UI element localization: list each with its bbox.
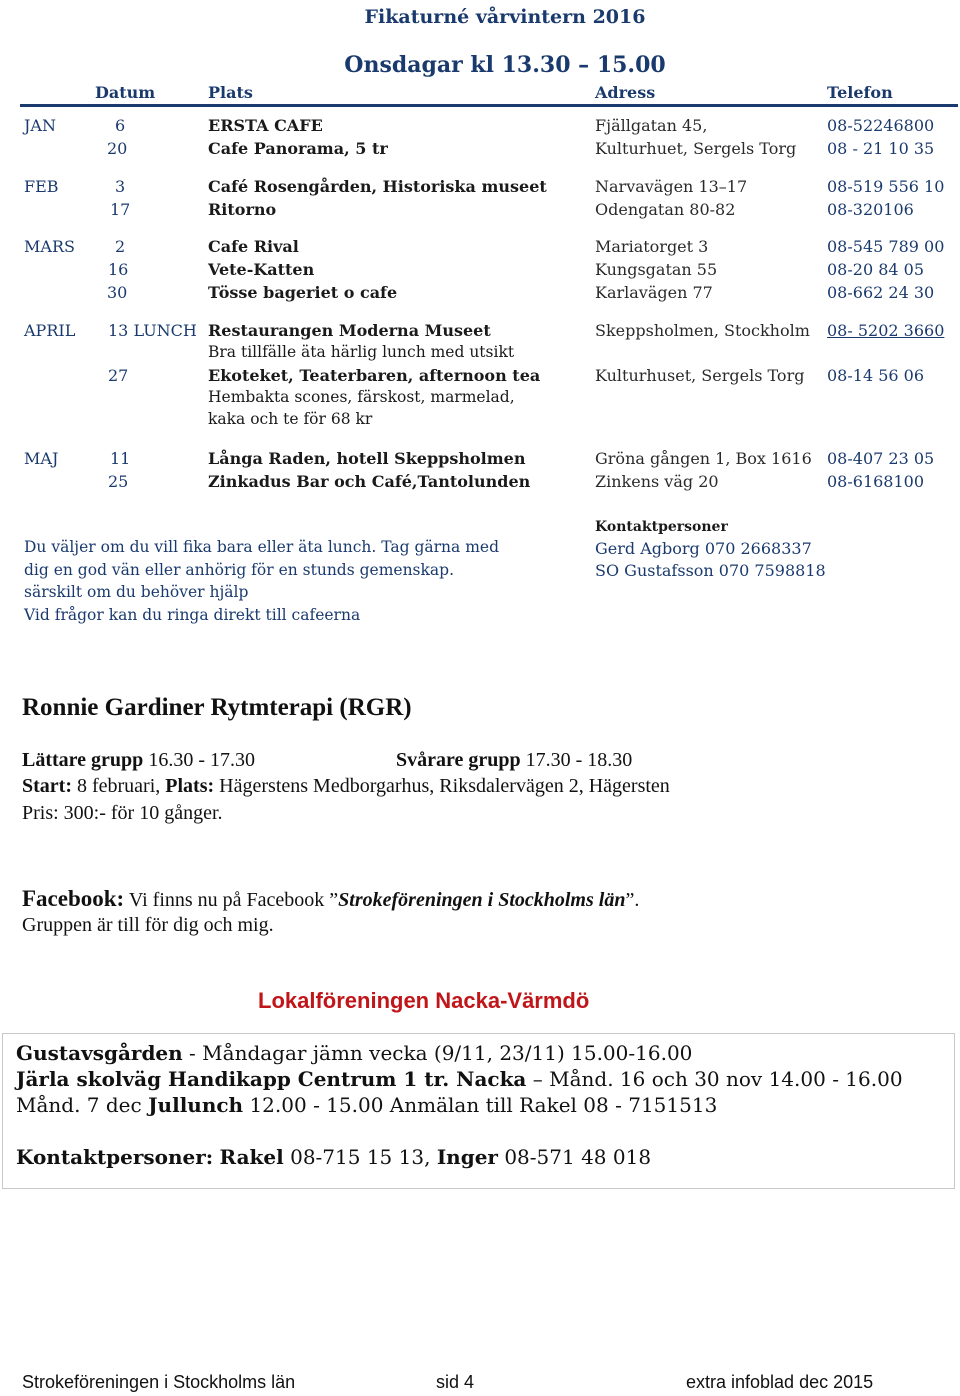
- rgr-title: Ronnie Gardiner Rytmterapi (RGR): [22, 694, 412, 721]
- month-maj: MAJ: [24, 449, 59, 468]
- address: Fjällgatan 45,: [595, 116, 708, 135]
- header-rule: [20, 104, 958, 107]
- day: 30: [107, 283, 128, 302]
- hard-label: Svårare grupp: [396, 749, 521, 771]
- contacts-heading: Kontaktpersoner: [595, 519, 728, 535]
- place-note: Bra tillfälle äta härlig lunch med utsikt: [208, 343, 515, 361]
- address: Kulturhuet, Sergels Torg: [595, 139, 797, 158]
- phone: 08-320106: [827, 200, 914, 219]
- info-line: Du väljer om du vill fika bara eller äta lunch. Tag gärna med: [24, 538, 500, 556]
- fika-title: Fikaturné vårvintern 2016: [364, 6, 646, 28]
- rgr-groups: [22, 749, 255, 772]
- rgr-start: [22, 775, 670, 798]
- place: Vete-Katten: [208, 260, 315, 279]
- month-mars: MARS: [24, 237, 75, 256]
- address: Zinkens väg 20: [595, 472, 719, 491]
- contact-person: Gerd Agborg 070 2668337: [595, 539, 812, 558]
- lokal-jullunch: Jullunch: [148, 1093, 244, 1117]
- footer-issue: extra infoblad dec 2015: [686, 1372, 874, 1392]
- phone: 08-662 24 30: [827, 283, 935, 302]
- plats-label: Plats:: [165, 775, 215, 797]
- lokal-line-1: [16, 1041, 692, 1065]
- facebook-group-name: Strokeföreningen i Stockholms län: [338, 889, 626, 911]
- place: Restaurangen Moderna Museet: [208, 321, 491, 340]
- plats-value: Hägerstens Medborgarhus, Riksdalervägen 2, Hägersten: [219, 775, 670, 797]
- day: 13 LUNCH: [108, 321, 197, 340]
- lokal-contacts: [16, 1145, 651, 1169]
- contact-inger: Inger: [436, 1145, 498, 1169]
- address: Skeppsholmen, Stockholm: [595, 321, 810, 340]
- lokal-venue: Järla skolväg Handikapp Centrum 1 tr. Nacka: [16, 1067, 527, 1091]
- facebook-text-end: ”.: [625, 889, 640, 911]
- address: Gröna gången 1, Box 1616: [595, 449, 812, 468]
- address: Kungsgatan 55: [595, 260, 718, 279]
- footer-org: Strokeföreningen i Stockholms län: [22, 1372, 296, 1392]
- address: Narvavägen 13–17: [595, 177, 748, 196]
- place: ERSTA CAFE: [208, 116, 323, 135]
- facebook-line2: Gruppen är till för dig och mig.: [22, 914, 274, 936]
- place: Zinkadus Bar och Café,Tantolunden: [208, 472, 531, 491]
- month-april: APRIL: [24, 321, 76, 340]
- phone: 08-6168100: [827, 472, 925, 491]
- contact-inger-number: 08-571 48 018: [497, 1145, 652, 1169]
- month-feb: FEB: [24, 177, 59, 196]
- col-datum: Datum: [95, 83, 156, 102]
- place: Ritorno: [208, 200, 277, 219]
- phone: 08-14 56 06: [827, 366, 925, 385]
- address: Mariatorget 3: [595, 237, 709, 256]
- col-plats: Plats: [208, 83, 253, 102]
- day: 3: [115, 177, 126, 196]
- easy-time: 16.30 - 17.30: [148, 749, 255, 771]
- place-note: Hembakta scones, färskost, marmelad,: [208, 388, 515, 406]
- place: Cafe Rival: [208, 237, 299, 256]
- col-telefon: Telefon: [827, 83, 893, 102]
- place: Café Rosengården, Historiska museet: [208, 177, 547, 196]
- rgr-groups-hard: [396, 749, 632, 772]
- contact-rakel-number: 08-715 15 13,: [283, 1145, 437, 1169]
- place: Tösse bageriet o cafe: [208, 283, 398, 302]
- lokal-contacts-label: Kontaktpersoner:: [16, 1145, 214, 1169]
- day: 17: [110, 200, 131, 219]
- place: Ekoteket, Teaterbaren, afternoon tea: [208, 366, 541, 385]
- contact-person: SO Gustafsson 070 7598818: [595, 561, 826, 580]
- easy-label: Lättare grupp: [22, 749, 144, 771]
- fika-subtitle: Onsdagar kl 13.30 – 15.00: [344, 52, 666, 78]
- start-label: Start:: [22, 775, 72, 797]
- facebook-label: Facebook:: [22, 886, 125, 911]
- lokal-venue: Gustavsgården: [16, 1041, 183, 1065]
- lokal-title: Lokalföreningen Nacka-Värmdö: [258, 988, 590, 1013]
- info-line: Vid frågor kan du ringa direkt till cafeerna: [24, 606, 361, 624]
- day: 2: [115, 237, 126, 256]
- place: Cafe Panorama, 5 tr: [208, 139, 388, 158]
- lokal-schedule: - Måndagar jämn vecka (9/11, 23/11) 15.00-16.00: [182, 1041, 693, 1065]
- info-line: särskilt om du behöver hjälp: [24, 583, 249, 601]
- start-value: 8 februari,: [76, 775, 161, 797]
- hard-time: 17.30 - 18.30: [525, 749, 633, 771]
- day: 20: [107, 139, 128, 158]
- address: Odengatan 80-82: [595, 200, 736, 219]
- lokal-line-3: [16, 1093, 717, 1117]
- facebook-line: [22, 886, 639, 912]
- col-adress: Adress: [595, 83, 656, 102]
- phone: 08-52246800: [827, 116, 935, 135]
- day: 16: [108, 260, 129, 279]
- phone: 08 - 21 10 35: [827, 139, 935, 158]
- phone: 08-20 84 05: [827, 260, 925, 279]
- day: 11: [110, 449, 131, 468]
- phone: 08- 5202 3660: [827, 321, 945, 340]
- contact-rakel: Rakel: [219, 1145, 284, 1169]
- phone: 08-519 556 10: [827, 177, 945, 196]
- place: Långa Raden, hotell Skeppsholmen: [208, 449, 526, 468]
- address: Karlavägen 77: [595, 283, 713, 302]
- lokal-signup: 12.00 - 15.00 Anmälan till Rakel 08 - 7151513: [243, 1093, 718, 1117]
- phone: 08-407 23 05: [827, 449, 935, 468]
- day: 27: [108, 366, 129, 385]
- rgr-price: Pris: 300:- för 10 gånger.: [22, 802, 223, 824]
- month-jan: JAN: [24, 116, 56, 135]
- day: 6: [115, 116, 126, 135]
- lokal-schedule: – Månd. 16 och 30 nov 14.00 - 16.00: [526, 1067, 903, 1091]
- address: Kulturhuset, Sergels Torg: [595, 366, 805, 385]
- footer-page: sid 4: [436, 1372, 475, 1392]
- lokal-line-2: [16, 1067, 903, 1091]
- lokal-date: Månd. 7 dec: [16, 1093, 149, 1117]
- phone: 08-545 789 00: [827, 237, 945, 256]
- place-note: kaka och te för 68 kr: [208, 410, 373, 428]
- info-line: dig en god vän eller anhörig för en stunds gemenskap.: [24, 561, 454, 579]
- day: 25: [108, 472, 129, 491]
- facebook-text: Vi finns nu på Facebook ”: [128, 889, 339, 911]
